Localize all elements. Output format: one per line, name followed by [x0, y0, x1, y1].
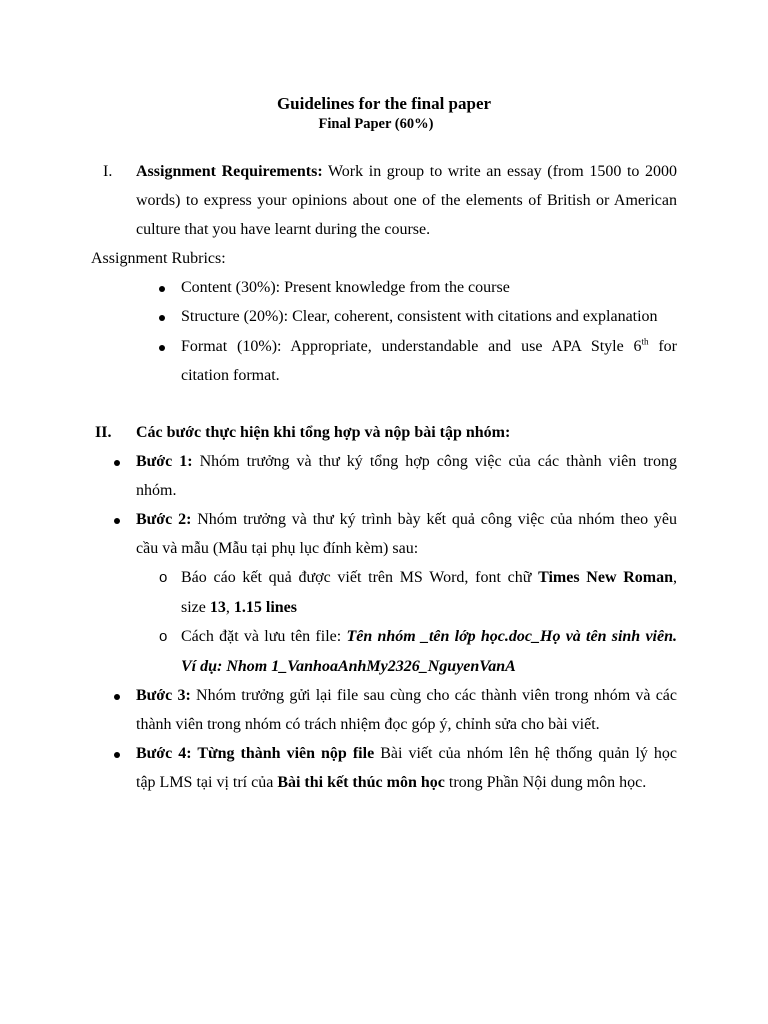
step-2-sub-1-line-1 [181, 569, 677, 587]
rubric-format-line-2: citation format. [181, 367, 280, 384]
step-4-line-2-post: trong Phần Nội dung môn học. [444, 774, 647, 791]
step-2-line-1 [136, 511, 677, 529]
bullet-icon [159, 315, 165, 321]
sub-bullet-icon: o [159, 569, 168, 586]
step-2-sub-2-example: Ví dụ: Nhom 1_VanhoaAnhMy2326_NguyenVanA [181, 658, 516, 675]
sub-1-spacing: 1.15 lines [233, 599, 297, 616]
step-1-text: Nhóm trưởng và thư ký tổng hợp công việc của các thành viên trong [192, 453, 677, 470]
section-1-line-1-text: Work in group to write an essay (from 1500 to 2000 [322, 163, 677, 180]
step-3-line-2: thành viên trong nhóm có trách nhiệm đọc góp ý, chỉnh sửa cho bài viết. [136, 716, 600, 733]
step-2-label: Bước 2: [136, 511, 192, 528]
step-2-line-2: cầu và mẫu (Mẫu tại phụ lục đính kèm) sau: [136, 540, 419, 557]
bullet-icon [159, 286, 165, 292]
sub-1-text: Báo cáo kết quả được viết trên MS Word, font chữ [181, 569, 539, 586]
step-2-text: Nhóm trưởng và thư ký trình bày kết quả công việc của nhóm theo yêu [191, 511, 677, 528]
rubric-format-superscript: th [641, 338, 649, 347]
step-4-line-2 [136, 774, 646, 792]
step-2-sub-2-line-1 [181, 628, 677, 646]
step-4-exam-name: Bài thi kết thúc môn học [277, 774, 445, 791]
step-4-label: Bước 4: [136, 745, 192, 762]
rubric-format-text: Format (10%): Appropriate, understandable and use APA Style 6 [181, 338, 642, 355]
step-4-line-1 [136, 745, 677, 763]
step-3-text: Nhóm trưởng gửi lại file sau cùng cho các thành viên trong nhóm và các [190, 687, 677, 704]
section-1-numeral: I. [103, 163, 113, 180]
step-1-line-1 [136, 453, 677, 471]
step-1-label: Bước 1: [136, 453, 193, 470]
rubric-content: Content (30%): Present knowledge from the course [181, 279, 510, 296]
section-1-label: Assignment Requirements: [136, 163, 323, 180]
step-4-line-2-pre: tập LMS tại vị trí của [136, 774, 278, 791]
step-3-label: Bước 3: [136, 687, 191, 704]
sub-1-size: 13 [209, 599, 226, 616]
sub-2-pattern: Tên nhóm _tên lớp học.doc_Họ và tên sinh viên. [346, 628, 677, 645]
step-4-bold-part: Từng thành viên nộp file [191, 745, 375, 762]
section-2-heading: Các bước thực hiện khi tổng hợp và nộp bài tập nhóm: [136, 424, 511, 441]
bullet-icon [114, 460, 120, 466]
sub-bullet-icon: o [159, 628, 168, 645]
document-title: Guidelines for the final paper [276, 94, 492, 113]
section-1-line-2: words) to express your opinions about one of the elements of British or American [136, 192, 677, 209]
sub-1-size-label: size [181, 599, 210, 616]
document-subtitle: Final Paper (60%) [318, 116, 434, 132]
rubrics-heading: Assignment Rubrics: [91, 250, 226, 267]
rubric-format-line-1 [181, 338, 677, 356]
section-2-numeral: II. [95, 424, 112, 441]
sub-1-font-name: Times New Roman [538, 569, 673, 586]
step-1-line-2: nhóm. [136, 482, 177, 499]
rubric-format-for: for [648, 338, 677, 355]
step-2-sub-1-line-2 [181, 599, 297, 617]
bullet-icon [114, 694, 120, 700]
section-1-line-1 [136, 163, 677, 181]
bullet-icon [114, 518, 120, 524]
sub-1-sep: , [225, 599, 234, 616]
sub-2-text: Cách đặt và lưu tên file: [181, 628, 347, 645]
sub-1-comma: , [673, 569, 677, 586]
section-1-line-3: culture that you have learnt during the course. [136, 221, 431, 238]
step-3-line-1 [136, 687, 677, 705]
step-4-text: Bài viết của nhóm lên hệ thống quản lý học [374, 745, 677, 762]
bullet-icon [159, 345, 165, 351]
rubric-structure: Structure (20%): Clear, coherent, consistent with citations and explanation [181, 308, 658, 325]
bullet-icon [114, 752, 120, 758]
